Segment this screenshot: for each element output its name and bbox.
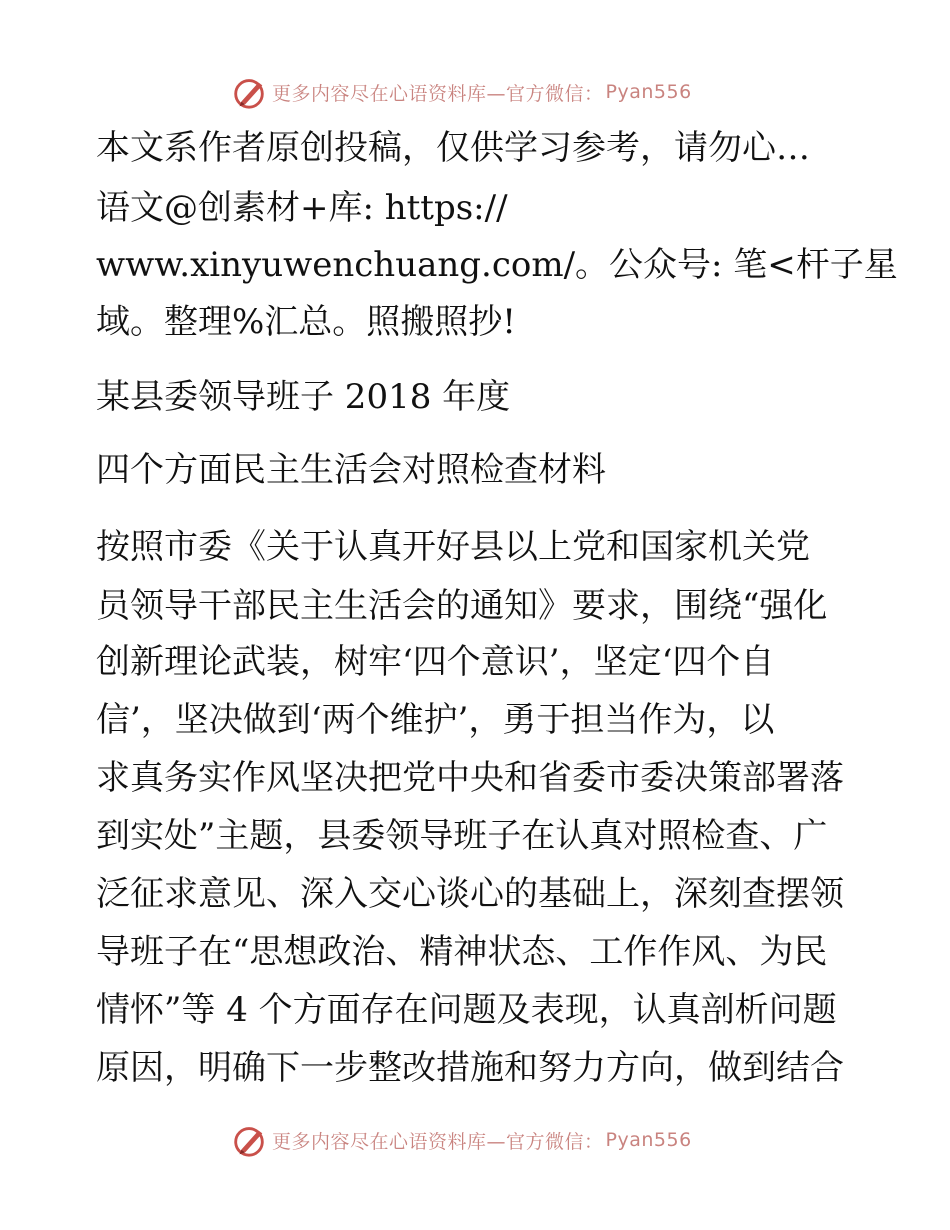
pen-logo-icon [230,1121,268,1159]
paragraph-line: 导班子在“思想政治、精神状态、工作作风、为民 [96,932,828,972]
paragraph-line: 员领导干部民主生活会的通知》要求，围绕“强化 [96,586,828,626]
paragraph-line: 按照市委《关于认真开好县以上党和国家机关党 [96,527,810,567]
paragraph-line: 信’，坚决做到‘两个维护’，勇于担当作为，以 [96,700,775,740]
watermark-wechat-id: Pyan556 [605,1129,692,1151]
pen-logo-icon [230,73,268,111]
footer-watermark [230,1120,790,1160]
watermark-text: 更多内容尽在心语资料库—官方微信： [272,82,604,105]
paragraph-line: 求真务实作风坚决把党中央和省委市委决策部署落 [96,758,844,798]
watermark-wechat-id: Pyan556 [605,81,692,103]
paragraph-line: 域。整理%汇总。照搬照抄! [96,302,516,342]
paragraph-line: 泛征求意见、深入交心谈心的基础上，深刻查摆领 [96,874,844,914]
paragraph-line: 本文系作者原创投稿，仅供学习参考，请勿心… [96,128,810,168]
paragraph-line: 到实处”主题，县委领导班子在认真对照检查、广 [96,816,828,856]
paragraph-line: 情怀”等 4 个方面存在问题及表现，认真剖析问题 [96,990,837,1030]
paragraph-line: 原因，明确下一步整改措施和努力方向，做到结合 [96,1048,844,1088]
paragraph-line: 语文@创素材+库: https:// [96,188,508,228]
header-watermark [230,72,790,112]
document-title-line1: 某县委领导班子 2018 年度 [96,377,511,417]
document-title-line2: 四个方面民主生活会对照检查材料 [96,450,606,490]
paragraph-line: www.xinyuwenchuang.com/。公众号: 笔<杆子星 [96,245,898,285]
paragraph-line: 创新理论武装，树牢‘四个意识’，坚定‘四个自 [96,642,775,682]
watermark-text: 更多内容尽在心语资料库—官方微信： [272,1130,604,1153]
